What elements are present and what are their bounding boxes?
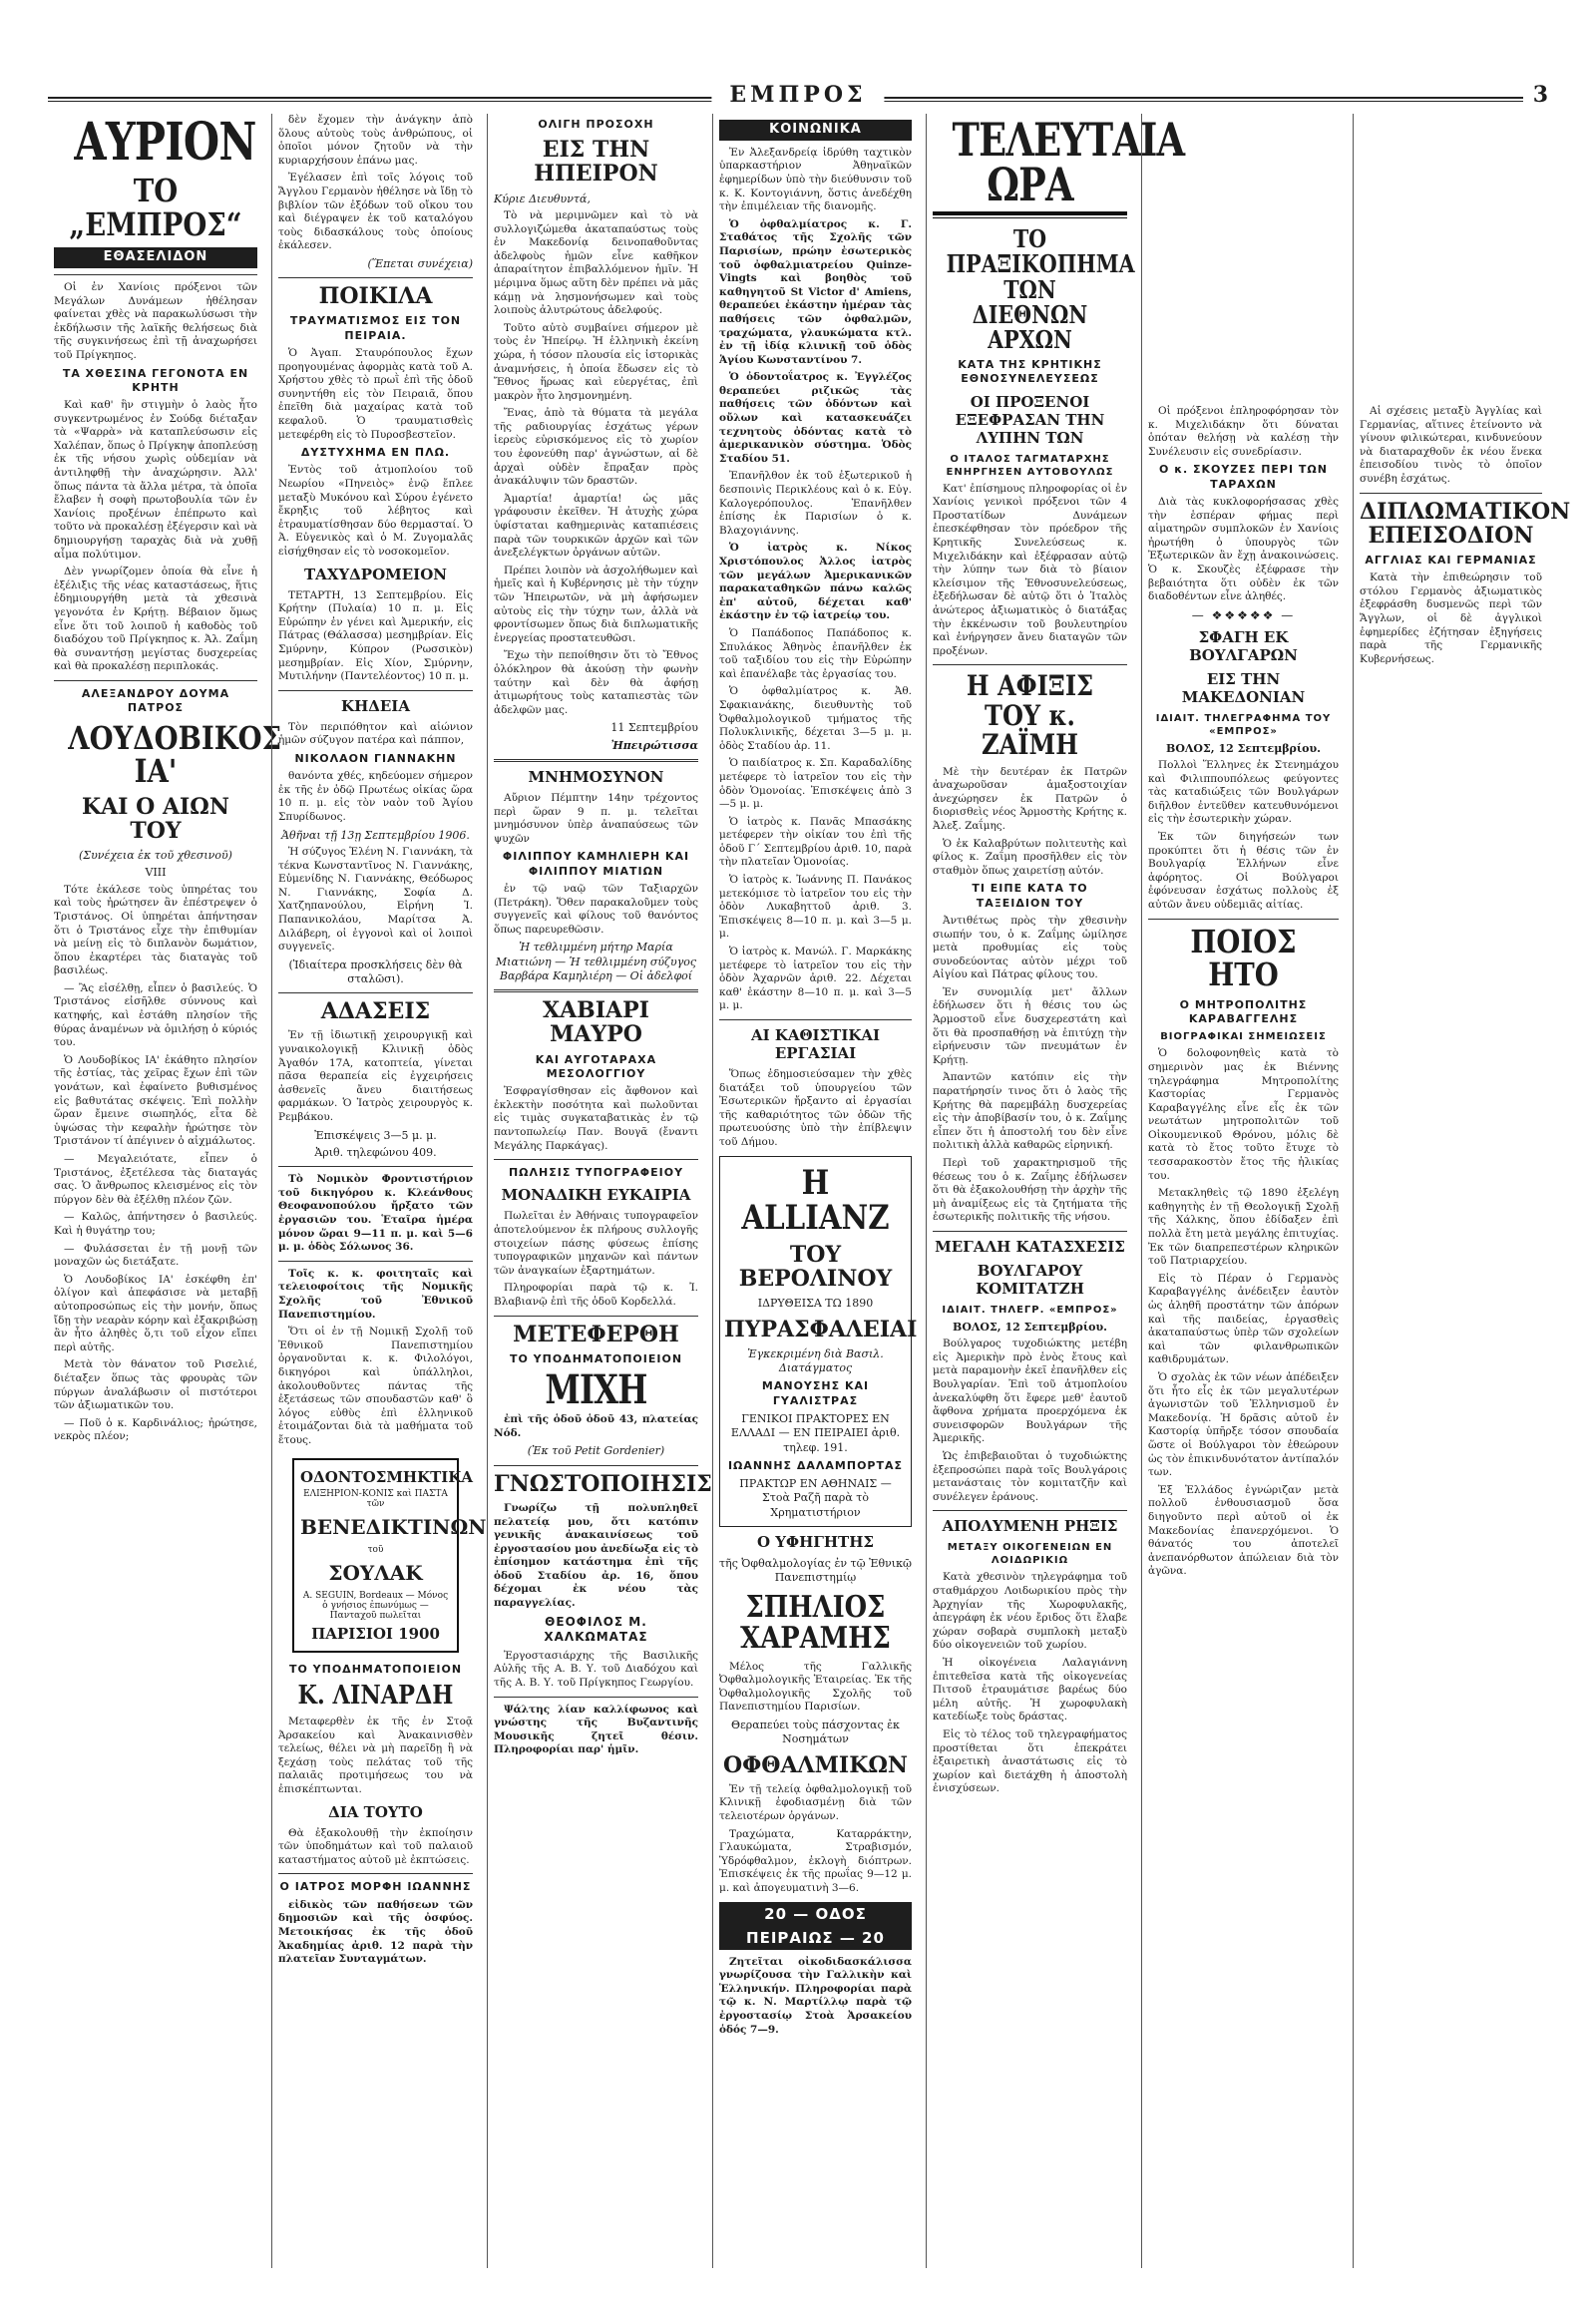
funeral-note: (Ἰδιαίτερα προσκλήσεις δὲν θὰ σταλῶσι). — [288, 958, 463, 985]
notice-paragraph: Τοῖς κ. κ. φοιτηταῖς καὶ τελειοφοίτοις τῆς Νομικῆς Σχολῆς τοῦ Ἐθνικοῦ Πανεπιστημίου. — [278, 1267, 473, 1321]
article-paragraph: Ἀμαρτία! ἀμαρτία! ὡς μᾶς γράφουσιν ἐκεῖθεν. Ἡ ἀτυχὴς χώρα ὑφίσταται καθημερινὰς καταπιέσεις παρὰ τῶν τουρκικῶν ἀρχῶν καὶ τῶν ἀνεξελέγκτων ὀργάνων αὐτῶν. — [494, 492, 698, 560]
divider — [1148, 919, 1339, 920]
divider — [54, 680, 257, 681]
side-heading: ΤΑ ΧΘΕΣΙΝΑ ΓΕΓΟΝΟΤΑ ΕΝ ΚΡΗΤΗ — [62, 366, 249, 394]
article-paragraph: Ἔχω τὴν πεποίθησιν ὅτι τὸ Ἔθνος ὁλόκληρον θὰ ἀκούσῃ τὴν φωνὴν ταύτην καὶ δὲν θὰ ἀφήσῃ ἀτιμωρήτους τοὺς καταπιεστὰς τῶν ἀδελφῶν μας. — [494, 649, 698, 716]
ad-line: ΠΑΡΙΣΙΟΙ 1900 — [311, 1624, 440, 1643]
insurer-name: Η ALLIANZ — [741, 1162, 890, 1239]
article-paragraph: Μετὰ τὸν θάνατον τοῦ Ρισελιέ, διέταξεν ὅπως τὰς φρουρὰς τῶν πύργων ἀναλάβωσιν οἱ πιστότεροι τῶν ἀξιωματικῶν του. — [54, 1358, 257, 1412]
article-paragraph: Τὸ νὰ μεριμνῶμεν καὶ τὸ νὰ συλλογιζώμεθα ἀκαταπαύστως τοὺς ἐν Μακεδονίᾳ δεινοπαθοῦντας ἀδελφοὺς ἡμῶν εἶνε καθῆκον ἀπαραίτητον ἐπιβαλλόμενον ἡμῖν. Ἡ μέριμνα ὅμως αὕτη δὲν πρέπει νὰ μᾶς κάμῃ νὰ λησμονήσωμεν καὶ τοὺς λοιποὺς ἀλυτρώτους ἀδελφούς. — [494, 208, 698, 317]
telegram-kicker: ΙΔΙΑΙΤ. ΤΗΛΕΓΡ. «ΕΜΠΡΟΣ» — [942, 1304, 1118, 1316]
divider — [1360, 493, 1542, 494]
notice-paragraph: Γνωρίζω τῇ πολυπληθεῖ πελατείᾳ μου, ὅτι κατόπιν γενικῆς ἀνακαινίσεως τοῦ ἐργοστασίου μου ἀνεδίωξα εἰς τὸ ἐπίσημον κατάστημα ἐπὶ τῆς ὁδοῦ Σταδίου ἀρ. 16, ὅπου δέχομαι ἐκ νέου τὰς παραγγελίας. — [494, 1501, 698, 1610]
news-kicker: ΔΥΣΤΥΧΗΜΑ ΕΝ ΠΛΩ. — [300, 446, 451, 460]
column-7 — [1353, 114, 1571, 2268]
article-paragraph: Ἀντιθέτως πρὸς τὴν χθεσινὴν σιωπήν του, ὁ κ. Ζαΐμης ὡμίλησε μετὰ προθυμίας εἰς τοὺς συνοδεύοντας αὐτὸν μέχρι τοῦ Αἰγίου καὶ Πάτρας φίλους του. — [933, 914, 1127, 981]
dateline: ΒΟΛΟΣ, 12 Σεπτεμβρίου. — [1166, 741, 1321, 755]
article-paragraph: Οἱ ἐν Χανίοις πρόξενοι τῶν Μεγάλων Δυνάμεων ἠθέλησαν φαίνεται χθὲς νὰ παρακωλύσωσι τὴν ἐκδήλωσιν τῆς λαϊκῆς θελήσεως διὰ τῆς συγκινήσεως ἐπὶ τῇ ἀναχωρήσει τοῦ Πρίγκηπος. — [54, 280, 257, 361]
article-paragraph: Ὁ ὀφθαλμίατρος κ. Ἀθ. Σφακιανάκης, διευθυντὴς τοῦ Ὀφθαλμολογικοῦ τμήματος τῆς Πολυκλινικῆς, δέχεται 3—5 μ. μ. ὁδὸς Σταδίου ἀρ. 11. — [719, 685, 912, 752]
letter-salutation: Κύριε Διευθυντά, — [494, 192, 591, 205]
serial-title: ΛΟΥΔΟΒΙΚΟΣ ΙΑ' — [68, 718, 282, 791]
article-paragraph: Ὁ ἰατρὸς κ. Μανώλ. Γ. Μαρκάκης μετέφερε τὸ ἰατρεῖον του εἰς τὴν ὁδὸν Ἀχαρνῶν ἀριθ. 22. Δέχεται καθ' ἑκάστην 8—10 π. μ. καὶ 3—5 μ. μ. — [719, 946, 912, 1012]
insurance-advertisement — [719, 1156, 918, 1528]
article-paragraph: Ὁ ἰατρὸς κ. Ἰωάννης Π. Πανάκος μετεκόμισε τὸ ἰατρεῖον του εἰς τὴν ὁδὸν Λυκαβηττοῦ ἀριθ. 3. Ἐπισκέψεις 8—10 π. μ. καὶ 3—5 μ. μ. — [719, 874, 912, 941]
article-paragraph: Ἐκ τῶν διηγήσεών των προκύπτει ὅτι ἡ θέσις τῶν ἐν Βουλγαρίᾳ Ἑλλήνων εἶνε ἀφόρητος. Οἱ Βούλγαροι ἐφόνευσαν ἐσχάτως πολλοὺς ἐξ αὐτῶν ἄνευ οὐδεμιᾶς αἰτίας. — [1148, 830, 1339, 911]
article-paragraph: Ὁ ἐκ Καλαβρύτων πολιτευτὴς καὶ φίλος κ. Ζαΐμη προσῆλθεν εἰς τὸν σταθμὸν ὅπως χαιρετίσῃ αὐτόν. — [933, 837, 1127, 877]
article-paragraph: Ἐν τῇ ἰδιωτικῇ χειρουργικῇ καὶ γυναικολογικῇ Κλινικῇ ὁδὸς Ἀγαθόν 17Α, κατοπτεία, γίνεται πᾶσα θεραπεία εἰς ἐγχειρήσεις ἀσθενεῖς ἄνευ διαιτήσεως φαρμάκων. Ὁ Ἰατρὸς χειρουργὸς κ. Ρεμβάκου. — [278, 1029, 473, 1124]
article-paragraph: Ὁ σχολὰς ἐκ τῶν νέων ἀπέδειξεν ὅτι ἦτο εἷς ἐκ τῶν μεγαλυτέρων ἀγωνιστῶν τοῦ Ἑλληνισμοῦ ἐν Μακεδονίᾳ. Ἡ δρᾶσις αὐτοῦ ἐν Καστορίᾳ ὑπῆρξε τόσον σπουδαία ὥστε οἱ Βούλγαροι τὸν ἐθεώρουν ὡς τὸν ἐπικινδυνότατον ἀντίπαλόν των. — [1148, 1370, 1339, 1479]
notice-paragraph: Ὁ ὀφθαλμίατρος κ. Γ. Σταθάτος τῆς Σχολῆς τῶν Παρισίων, πρώην ἐσωτερικὸς τοῦ ὀφθαλμιατρείου Quinze-Vingts καὶ βοηθὸς τοῦ καθηγητοῦ St Victor d' Amiens, θεραπεύει ἐκάστην ἡμέραν τὰς παθήσεις τῶν ὀφθαλμῶν, τραχώματα, γλαυκώματα κτλ. ἐν τῇ ἰδίᾳ κλινικῇ τοῦ ὁδὸς Ἁγίου Κωνσταντίνου 7. — [719, 217, 912, 366]
divider — [54, 274, 257, 275]
divider — [933, 217, 1127, 218]
ad-line: τοῦ — [367, 1544, 384, 1555]
article-paragraph: — Φυλάσσεται ἐν τῇ μονῇ τῶν μοναχῶν ὡς διετάξατε. — [54, 1242, 257, 1269]
doctor-specialty: ΟΦΘΑΛΜΙΚΩΝ — [722, 1751, 909, 1778]
headline-diplomatic: ΔΙΠΛΩΜΑΤΙΚΟΝ ΕΠΕΙΣΟΔΙΟΝ — [1360, 498, 1571, 549]
shop-kicker: ΤΟ ΥΠΟΔΗΜΑΤΟΠΟΙΕΙΟΝ — [288, 1662, 463, 1676]
article-paragraph: — Ἂς εἰσέλθῃ, εἶπεν ὁ βασιλεύς. Ὁ Τριστάνος εἰσῆλθε σύννους καὶ κατηφής, καὶ ἐστάθη πλησίον τῆς θύρας ἀναμένων νὰ ὁμιλήσῃ ὁ κύριός του. — [54, 981, 257, 1049]
subheadline: ΤΙ ΕΙΠΕ ΚΑΤΑ ΤΟ ΤΑΞΕΙΔΙΟΝ ΤΟΥ — [972, 882, 1088, 910]
article-paragraph: Διὰ τὰς κυκλοφορήσασας χθὲς τὴν ἑσπέραν φήμας περὶ αἱματηρῶν συμπλοκῶν ἐν Χανίοις ἠρωτήθη ὁ ὑπουργὸς τῶν Ἐξωτερικῶν ἂν ἔχῃ ἀνακοινώσεις. Ὁ κ. Σκουζὲς ἐξέφρασε τὴν βεβαιότητα ὅτι οὐδὲν ἐκ τῶν διαδοθέντων εἶνε ἀληθές. — [1148, 495, 1339, 603]
column-1 — [48, 112, 282, 2268]
article-paragraph: — Μεγαλειότατε, εἶπεν ὁ Τριστάνος, ἐξετέλεσα τὰς διαταγάς σας. Ὁ ἄνθρωπος κλεισμένος εἰς τὸν πύργον δὲν θὰ ἐξέλθῃ πλέον ζῶν. — [54, 1153, 257, 1206]
ad-line: ΟΔΟΝΤΟΣΜΗΚΤΙΚΑ — [300, 1467, 473, 1486]
letter-date: 11 Σεπτεμβρίου — [610, 721, 698, 735]
shop-name: Κ. ΛΙΝΑΡΔΗ — [297, 1680, 454, 1711]
subheadline: ΜΕΤΑΞΥ ΟΙΚΟΓΕΝΕΙΩΝ ΕΝ ΛΟΙΔΩΡΙΚΙΩ — [947, 1542, 1113, 1567]
section-heading-cleaning: ΑΙ ΚΑΘΙΣΤΙΚΑΙ ΕΡΓΑΣΙΑΙ — [750, 1026, 881, 1063]
article-paragraph: Τὸν περιπόθητον καὶ αἰώνιον ἡμῶν σύζυγον πατέρα καὶ πάππον, — [278, 720, 473, 747]
divider — [278, 1873, 473, 1874]
notice-paragraph: ἐπὶ τῆς ὁδοῦ ὁδοῦ 43, πλατείας Νόδ. — [494, 1413, 698, 1439]
headline-arrival: Η ΑΦΙΞΙΣ ΤΟΥ κ. ΖΑΪΜΗ — [966, 669, 1094, 762]
divider — [278, 992, 473, 993]
section-heading-poikila: ΠΟΙΚΙΛΑ — [318, 283, 433, 310]
agent-details: ΠΡΑΚΤΩΡ ΕΝ ΑΘΗΝΑΙΣ — Στοὰ Ραζῆ παρὰ τὸ Χρηματιστήριον — [739, 1477, 892, 1519]
article-kicker: ΟΛΙΓΗ ΠΡΟΣΟΧΗ — [538, 118, 654, 131]
divider — [494, 759, 698, 762]
article-paragraph: ἐν τῷ ναῷ τῶν Ταξιαρχῶν (Πετράκη). Ὅθεν παρακαλοῦμεν τοὺς συγγενεῖς καὶ φίλους τοῦ θανόντος ὅπως παρευρεθῶσιν. — [494, 882, 698, 936]
divider — [933, 211, 1127, 215]
source-note: (Ἐκ τοῦ Petit Gordenier) — [527, 1444, 665, 1458]
agent-details: ΓΕΝΙΚΟΙ ΠΡΑΚΤΟΡΕΣ ΕΝ ΕΛΛΑΔΙ — ΕΝ ΠΕΙΡΑΙΕΙ ἀριθ. τηλεφ. 191. — [730, 1412, 901, 1454]
article-paragraph: Ἐργοστασιάρχης τῆς Βασιλικῆς Αὐλῆς τῆς Α. Β. Υ. τοῦ Διαδόχου καὶ τῆς Α. Β. Υ. τοῦ Πρίγκηπος Γεωργίου. — [494, 1649, 698, 1690]
notice-paragraph: Ζητεῖται οἰκοδιδασκάλισσα γνωρίζουσα τὴν Γαλλικὴν καὶ Ἑλληνικήν. Πληροφορίαι παρὰ τῷ κ. Ν. Μαρτίλλῳ παρὰ τῷ ἐργοστασίῳ Στοὰ Ἀρσακείου ὁδός 7—9. — [719, 1955, 912, 2036]
subheadline: Ο ΜΗΤΡΟΠΟΛΙΤΗΣ ΚΑΡΑΒΑΓΓΕΛΗΣ — [1179, 997, 1308, 1026]
headline-who-was: ΠΟΙΟΣ ΗΤΟ — [1190, 922, 1297, 994]
article-paragraph: Ὁ ἰατρὸς κ. Πανᾶς Μπασάκης μετέφερεν τὴν οἰκίαν του ἐπὶ τῆς ὁδοῦ Γ΄ Σεπτεμβρίου ἀριθ. 10, παρὰ τὴν πλατεῖαν Ὁμονοίας. — [719, 815, 912, 869]
news-kicker: ΤΡΑΥΜΑΤΙΣΜΟΣ ΕΙΣ ΤΟΝ ΠΕΙΡΑΙΑ. — [289, 314, 462, 342]
insurer-founded: ΙΔΡΥΘΕΙΣΑ ΤΩ 1890 — [757, 1297, 874, 1311]
article-paragraph: Τοῦτο αὐτὸ συμβαίνει σήμερον μὲ τοὺς ἐν Ἠπείρῳ. Ἡ ἑλληνικὴ ἐκείνη χώρα, ἡ τόσον πλουσία εἰς ἱστορικὰς ἀναμνήσεις, ἡ ὁποία ἔδωσεν εἰς τὸ Ἔθνος ἥρωας καὶ εὐεργέτας, ἐπὶ μακρὸν ἦτο λησμονημένη. — [494, 321, 698, 402]
column-3 — [487, 114, 712, 2268]
headline-to-empros: ΤΟ „ΕΜΠΡΟΣ“ — [69, 171, 242, 243]
column-2 — [271, 114, 487, 2268]
article-paragraph: Καὶ καθ' ἣν στιγμὴν ὁ λαὸς ἦτο συγκεντρωμένος ἐν Σούδᾳ διέταξαν τὰ «Ψαρρὰ» νὰ καταπλεύσωσιν εἰς Χαλέπαν, ὅπως ὁ Πρίγκηψ ἀποπλεύσῃ ἐκ τῆς νήσου χωρὶς οὐδεμίαν νὰ ἀντιληφθῇ τὴν ἀναχώρησιν. Ἀλλ' ὅπως πάντα τὰ ἄλλα μέτρα, τὰ ὁποῖα ἔλαβεν ἡ σοφὴ πρωτοβουλία τῶν ἐν Χανίοις προξένων ἐπέπρωτο καὶ τοῦτο νὰ προκαλέσῃ ἐξέγερσιν καὶ νὰ δημιουργήσῃ ταραχὰς διὰ νὰ χυθῇ αἷμα πολύτιμον. — [54, 399, 257, 561]
ad-line: ΒΕΝΕΔΙΚΤΙΝΩΝ — [300, 1514, 487, 1539]
headline-spacer — [1148, 114, 1339, 405]
article-paragraph: Δὲν γνωρίζομεν ὁποία θὰ εἶνε ἡ ἐξέλιξις τῆς νέας καταστάσεως, ἥτις ἐδημιουργήθη μετὰ τὰ χθεσινὰ γεγονότα ἐν Κρήτῃ. Βέβαιον ὅμως εἶνε ὅτι τοῦ λοιποῦ ἡ καθοδὸς τοῦ διαδόχου τοῦ Πρίγκηπος κ. Ἀλ. Ζαΐμη θὰ συναντήσῃ μεγίστας δυσχερείας καὶ θὰ προκαλέσῃ περιπλοκάς. — [54, 566, 257, 673]
notice-paragraph: Ὁ ἰατρὸς κ. Νίκος Χριστόπουλος Ἀλλος ἰατρὸς τῶν μεγάλων Ἀμερικανικῶν παρακαταθηκῶν πάνω καλῶς ἐπ' αὐτοῦ, δέχεται καθ' ἑκάστην ἐν τῷ ἰατρείῳ του. — [719, 542, 912, 622]
article-paragraph: Ὅπως ἐδημοσιεύσαμεν τὴν χθὲς διατάξει τοῦ ὑπουργείου τῶν Ἐσωτερικῶν ἤρξαντο αἱ ἐργασίαι τῆς καθαριότητος τῶν ὁδῶν τῆς πρωτευούσης ὑπὸ τὴν ἐπίβλεψιν τοῦ Δήμου. — [719, 1068, 912, 1148]
funeral-date: Ἀθῆναι τῇ 13ῃ Σεπτεμβρίου 1906. — [281, 828, 470, 842]
article-paragraph: Πληροφορίαι παρὰ τῷ κ. Ἰ. Βλαβιανῷ ἐπὶ τῆς ὁδοῦ Κορδελλά. — [494, 1282, 698, 1308]
article-paragraph: θανόντα χθές, κηδεύομεν σήμερον ἐκ τῆς ἐν ὁδῷ Πρωτέως οἰκίας ὥρα 10 π. μ. εἰς τὸν ναὸν τοῦ Ἁγίου Σπυρίδωνος. — [278, 770, 473, 824]
divider — [933, 1231, 1127, 1232]
article-paragraph: Ὁ Λουδοβίκος ΙΑ' ἐκάθητο πλησίον τῆς ἑστίας, τὰς χεῖρας ἔχων ἐπὶ τῶν γονάτων, καὶ ἐφαίνετο βυθισμένος εἰς βαθυτάτας σκέψεις. Ἐπὶ πολλὴν ὥραν ἔμεινε σιωπηλός, εἶτα δὲ ὑψώσας τὴν κεφαλὴν ἠρώτησε τὸν Τριστάνον τί ἀπέγινεν ὁ αἰχμάλωτος. — [54, 1053, 257, 1148]
ad-headline: ΜΕΤΕΦΕΡΘΗ — [513, 1321, 679, 1347]
article-paragraph: ΤΕΤΑΡΤΗ, 13 Σεπτεμβρίου. Εἰς Κρήτην (Πυλαία) 10 π. μ. Εἰς Εὐρώπην ἐν γένει καὶ Ἀμερικήν, εἰς Πάτρας (Θάλασσα) μεσημβρίαν. Εἰς Σμύρνην, Κύπρον (Ρωσσικὸν) μεσημβρίαν. Εἰς Χίον, Σμύρνην, Μυτιλήνην (Παντελέοντος) 10 π. μ. — [278, 588, 473, 683]
divider — [494, 1465, 698, 1466]
doctor-affiliation: τῆς Ὀφθαλμολογίας ἐν τῷ Ἐθνικῷ Πανεπιστημίῳ — [719, 1557, 912, 1585]
ad-subheadline: ΚΑΙ ΑΥΓΟΤΑΡΑΧΑ ΜΕΣΟΛΟΓΓΙΟΥ — [535, 1052, 657, 1080]
article-paragraph: Ἀπαντῶν κατόπιν εἰς τὴν παρατήρησίν τινος ὅτι ὁ λαὸς τῆς Κρήτης θὰ παρεμβάλῃ δυσχερείας εἰς τὴν ἀποβίβασίν του, ὁ κ. Ζαΐμης εἶπεν ὅτι ἡ ἀποστολή του δὲν εἶνε πολιτικὴ ἀλλὰ καθαρῶς εἰρηνική. — [933, 1071, 1127, 1152]
article-paragraph: Ἐν Ἀλεξανδρείᾳ ἱδρύθη ταχτικὸν ὑπαρκαστήριον Ἀθηναϊκῶν ἐφημερίδων ὑπὸ τὴν διεύθυνσιν τοῦ κ. Κ. Κοντογιάννη, ὅστις ἀνεδέχθη τὴν ἐπιμέλειαν τῆς διανομῆς. — [719, 146, 912, 213]
doctor-kicker: Ο ΥΦΗΓΗΤΗΣ — [757, 1533, 874, 1552]
article-paragraph: Ἐπανῆλθον ἐκ τοῦ ἐξωτερικοῦ ἡ δεσποινὶς Περικλέους καὶ ὁ κ. Εὐγ. Καλογερόπουλος. Ἐπανῆλθεν ἐπίσης ἐκ Παρισίων ὁ κ. Βλαχογιάννης. — [719, 470, 912, 537]
letter-signature: Ἠπειρώτισσα — [610, 738, 698, 752]
article-paragraph: Ἡ οἰκογένεια Λαλαγιάννη ἐπιτεθεῖσα κατὰ τῆς οἰκογενείας Πιτσοῦ ἐτραυμάτισε βαρέως δύο μέλη αὐτῆς. Ἡ χωροφυλακὴ κατεδίωξε τοὺς δράστας. — [933, 1656, 1127, 1724]
deceased-name: ΝΙΚΟΛΑΟΝ ΓΙΑΝΝΑΚΗΝ — [294, 751, 457, 765]
divider — [278, 1166, 473, 1167]
notice-paragraph: εἰδικὸς τῶν παθήσεων τῶν δημοσιῶν καὶ τῆς ὀσφύος. Μετοικήσας ἐκ τῆς ὁδοῦ Ἀκαδημίας ἀριθ. 12 παρὰ τὴν πλατεῖαν Συνταγμάτων. — [278, 1898, 473, 1966]
headline-spacer — [1360, 114, 1542, 405]
notice-paragraph: Τὸ Νομικὸν Φροντιστήριον τοῦ δικηγόρου κ. Κλεάνθους Θεοφανοπούλου ἤρξατο τῶν ἐργασιῶν του. Ἑταῖρα ἡμέρα μόνον ὥραι 9—11 π. μ. καὶ 5—6 μ. μ. ὁδὸς Σόλωνος 36. — [278, 1173, 473, 1254]
article-paragraph: Κατὰ τὴν ἐπιθεώρησιν τοῦ στόλου Γερμανὸς ἀξιωματικὸς ἐξεφράσθη δυσμενῶς περὶ τῶν Ἄγγλων, οἱ δὲ ἀγγλικοὶ ἐφημερίδες ἐζήτησαν ἐξηγήσεις παρὰ τῆς Γερμανικῆς Κυβερνήσεως. — [1360, 572, 1542, 665]
headline-coup: ΤΟ ΠΡΑΞΙΚΟΠΗΜΑ ΤΩΝ ΔΙΕΘΝΩΝ ΑΡΧΩΝ — [946, 224, 1135, 354]
ad-headline: ΧΑΒΙΑΡΙ ΜΑΥΡΟ — [543, 997, 649, 1048]
doctor-service: Θεραπεύει τοὺς πάσχοντας ἐκ Νοσημάτων — [731, 1719, 900, 1746]
headline-seizure-sub: ΒΟΥΛΓΑΡΟΥ ΚΟΜΙΤΑΤΖΗ — [976, 1261, 1084, 1298]
headline-massacre: ΣΦΑΓΗ ΕΚ ΒΟΥΛΓΑΡΩΝ — [1189, 627, 1298, 664]
doctor-name: Ο ΙΑΤΡΟΣ ΜΟΡΦΗ ΙΩΑΝΝΗΣ — [279, 1880, 472, 1894]
masthead-title: ΕΜΠΡΟΣ — [711, 82, 884, 108]
divider — [719, 1019, 912, 1020]
section-heading-post: ΤΑΧΥΔΡΟΜΕΙΟΝ — [304, 565, 447, 583]
article-paragraph: Κατ' ἐπίσημους πληροφορίας οἱ ἐν Χανίοις γενικοὶ πρόξενοι τῶν 4 Προστατίδων Δυνάμεων ἐπεσκέφθησαν τὸν πρόεδρον τῆς Κρητικῆς Συνελεύσεως κ. Μιχελιδάκην καὶ ἐξέφρασαν αὐτῷ τὴν λύπην των διὰ τὸ βίαιον κλείσιμον τῆς Ἐθνοσυνελεύσεως, ἐξεδήλωσαν δὲ αὐτῷ ὅτι ὁ Ἰταλὸς ἀνώτερος ἀξιωματικὸς ὁ διατάξας τὴν ἐκκένωσιν τοῦ βουλευτηρίου καὶ ἐνήργησεν ἄνευ διαταγῶν τῶν προξένων. — [933, 482, 1127, 657]
notice-paragraph: Ὁ ὀδοντοΐατρος κ. Ἐγγλέζος θεραπεύει ριζικῶς τὰς παθήσεις τῶν ὀδόντων καὶ οὔλων καὶ κατασκευάζει τεχνητοὺς ὀδόντας κατὰ τὸ ἀμερικανικὸν σύστημα. Ὁδὸς Σταδίου 51. — [719, 371, 912, 465]
ornament-divider: — ❖❖❖❖❖ — — [1191, 607, 1296, 622]
article-paragraph: Μεταφερθὲν ἐκ τῆς ἐν Στοᾷ Ἀρσακείου καὶ Ἀνακαινισθὲν τελείως, θέλει νὰ μὴ παρεῖδῃ ἢ νὰ ξεχάσῃ τοὺς πελάτας τοῦ τῆς παλαιᾶς προτιμήσεως του νὰ ἐπισκέπτωνται. — [278, 1716, 473, 1796]
article-paragraph: Ὁ Παπάδοπος Παπάδοπος κ. Σπυλάκος Ἀθηνὸς ἐπανῆλθεν ἐκ τοῦ ταξιδίου του εἰς τὴν Εὐρώπην καὶ ἐπανέλαβε τὰς ἐργασίας του. — [719, 626, 912, 680]
masthead — [48, 82, 1548, 106]
article-paragraph: — Καλῶς, ἀπήντησεν ὁ βασιλεύς. Καὶ ἡ θυγάτηρ του; — [54, 1211, 257, 1237]
divider — [494, 1159, 698, 1160]
headline-tomorrow: ΑΥΡΙΟΝ — [74, 112, 256, 173]
memorial-names: ΦΙΛΙΠΠΟΥ ΚΑΜΗΛΙΕΡΗ ΚΑΙ ΦΙΛΙΠΠΟΥ ΜΙΑΤΙΩΝ — [502, 850, 690, 878]
banner-pages: ΕΘΑΣΕΛΙΔΟΝ — [54, 247, 257, 268]
divider — [278, 277, 473, 278]
newspaper-page — [48, 112, 1571, 2268]
clinic-phone: Ἀριθ. τηλεφώνου 409. — [314, 1145, 437, 1159]
section-heading-clinic: ΑΔΑΣΕΙΣ — [320, 998, 431, 1025]
article-paragraph: Ὡς ἐπιβεβαιοῦται ὁ τυχοδιώκτης ἐξεπροσώπει παρὰ τοῖς Βουλγάροις μετανάσταις τὸν κομιτατζῆν καὶ συνέλεγεν ἐράνους. — [933, 1450, 1127, 1503]
notice-paragraph: Ψάλτης λίαν καλλίφωνος καὶ γνώστης τῆς Βυζαντινῆς Μουσικῆς ζητεῖ θέσιν. Πληροφορίαι παρ' ἡμῖν. — [494, 1703, 698, 1756]
article-paragraph: Μέλος τῆς Γαλλικῆς Ὀφθαλμολογικῆς Ἑταιρείας. Ἐκ τῆς Ὀφθαλμολογικῆς Σχολῆς τοῦ Πανεπιστημίου Παρισίων. — [719, 1660, 912, 1714]
agent-name: ΙΩΑΝΝΗΣ ΔΑΛΑΜΠΟΡΤΑΣ — [727, 1458, 904, 1472]
page-number: 3 — [1523, 82, 1548, 108]
serial-author: ΑΛΕΞΑΝΔΡΟΥ ΔΟΥΜΑ ΠΑΤΡΟΣ — [81, 686, 230, 715]
divider — [494, 1316, 698, 1317]
headline-seizure: ΜΕΓΑΛΗ ΚΑΤΑΣΧΕΣΙΣ — [935, 1237, 1125, 1256]
ad-line: A. SEGUIN, Bordeaux — Μόνος ὁ γνήσιος ἐπωνύμως — Πανταχοῦ πωλεῖται — [302, 1590, 449, 1621]
article-paragraph: Οἱ πρόξενοι ἐπληροφόρησαν τὸν κ. Μιχελιδάκην ὅτι δύναται ὁπόταν θελήσῃ νὰ καλέσῃ τὴν Συνέλευσιν εἰς συνεδρίασιν. — [1148, 405, 1339, 458]
column-4 — [712, 114, 918, 2268]
doctor-address: 20 — ΟΔΟΣ ΠΕΙΡΑΙΩΣ — 20 — [719, 1902, 912, 1950]
continued-note: (Συνέχεια ἐκ τοῦ χθεσινοῦ) — [79, 849, 232, 863]
article-paragraph: Ἐγέλασεν ἐπὶ τοῖς λόγοις τοῦ Ἄγγλου Γερμανὸν ἠθέλησε νὰ ἴδῃ τὸ βιβλίον τῶν ἐξόδων τοῦ οἴκου του καὶ διέγραψεν ἐκ τοῦ καταλόγου τοὺς διδασκάλους τοὺς ὁποίους ἐκάλεσεν. — [278, 172, 473, 252]
column-6 — [1141, 114, 1345, 2268]
ad-headline: ΓΝΩΣΤΟΠΟΙΗΣΙΣ — [494, 1470, 712, 1497]
clinic-hours: Ἐπισκέψεις 3—5 μ. μ. — [314, 1128, 437, 1142]
divider — [494, 989, 698, 992]
subheadline: ΒΙΟΓΡΑΦΙΚΑΙ ΣΗΜΕΙΩΣΕΙΣ — [1160, 1031, 1327, 1043]
article-paragraph: Εἰς τὸ τέλος τοῦ τηλεγραφήματος προστίθεται ὅτι ἐπεκράτει ἐξαιρετικὴ ἀναστάτωσις εἰς τὸ χωρίον καὶ διετάχθη ἡ ἀποστολὴ ἐνισχύσεων. — [933, 1727, 1127, 1795]
ad-headline: ΜΟΝΑΔΙΚΗ ΕΥΚΑΙΡΙΑ — [501, 1186, 691, 1205]
article-paragraph: Πωλεῖται ἐν Ἀθήναις τυπογραφεῖον ἀποτελούμενον ἐκ πλήρους συλλογῆς στοιχείων πάσης φύσεως ἐπίσης τυπογραφικῶν μηχανῶν καὶ πάντων τῶν ἀναγκαίων ἐξαρτημάτων. — [494, 1210, 698, 1277]
ad-line: ΣΟΥΛΑΚ — [328, 1560, 423, 1585]
article-paragraph: Τραχώματα, Καταρράκτην, Γλαυκώματα, Στραβισμόν, Ὑδρόφθαλμον, ἐκλογὴ διόπτρων. Ἐπισκέψεις ἐκ τῆς πρωΐας 9—12 μ. μ. καὶ ἀπογευματινὴ 3—6. — [719, 1827, 912, 1894]
article-paragraph: Περὶ τοῦ χαρακτηρισμοῦ τῆς θέσεως του ὁ κ. Ζαΐμης ἐδήλωσεν ὅτι θὰ ἐξακολουθήσῃ τὴν ἀρχὴν τῆς μὴ ἀναμίξεως εἰς τὰ ζητήματα τῆς ἐσωτερικῆς πολιτικῆς τῆς νήσου. — [933, 1157, 1127, 1224]
article-paragraph: Μὲ τὴν δευτέραν ἐκ Πατρῶν ἀναχωροῦσαν ἀμαξοστοιχίαν ἀνεχώρησεν ἐκ Πατρῶν ὁ διορισθεὶς νέος Ἁρμοστὴς Κρήτης κ. Ἀλεξ. Ζαΐμης. — [933, 765, 1127, 832]
article-paragraph: Ἐξ Ἑλλάδος ἐγνώριζαν μετὰ πολλοῦ ἐνθουσιασμοῦ ὅσα διηγοῦντο περὶ αὐτοῦ οἱ ἐκ Μακεδονίας ἐπανερχόμενοι. Ὁ θάνατός του ἀποτελεῖ ἀνεπανόρθωτον ἀπώλειαν διὰ τὸν ἀγῶνα. — [1148, 1483, 1339, 1578]
divider — [278, 1261, 473, 1262]
telegram-kicker: ΙΔΙΑΙΤ. ΤΗΛΕΓΡΑΦΗΜΑ ΤΟΥ «ΕΜΠΡΟΣ» — [1155, 712, 1332, 737]
divider — [933, 1510, 1127, 1511]
dateline: ΒΟΛΟΣ, 12 Σεπτεμβρίου. — [953, 1320, 1107, 1334]
divider — [933, 664, 1127, 665]
article-paragraph: Ὅτι οἱ ἐν τῇ Νομικῇ Σχολῇ τοῦ Ἐθνικοῦ Πανεπιστημίου ὀργανοῦνται κ. κ. Φιλολόγοι, δικηγόροι καὶ ὑπάλληλοι, ἀκολουθοῦντες πάντας τῆς ἐξετάσεως τῶν σπουδαστῶν καθ' ὃ λόγος εὐθὺς ἐπὶ ἑλληνικοῦ ἐτοιμάζονται διὰ τὰ μαθήματα τοῦ ἔτους. — [278, 1326, 473, 1446]
article-paragraph: Κατὰ χθεσινὸν τηλεγράφημα τοῦ σταθμάρχου Λοιδωρικίου πρὸς τὴν Ἀρχηγίαν τῆς Χωροφυλακῆς, ἀπεγράφη ἐκ νέου ἔριδος ὅτι ἔλαβε χώραν σοβαρὰ συμπλοκὴ μεταξὺ δύο οἰκογενειῶν τοῦ χωρίου. — [933, 1571, 1127, 1652]
subheadline: Ο κ. ΣΚΟΥΖΕΣ ΠΕΡΙ ΤΩΝ ΤΑΡΑΧΩΝ — [1159, 463, 1328, 491]
article-paragraph: Ἐσφραγίσθησαν εἰς ἄφθονον καὶ ἐκλεκτὴν ποσότητα καὶ πωλοῦνται εἰς τιμὰς συγκαταβατικὰς ἐν τῷ παντοπωλείῳ Παν. Βουγᾶ (ἔναντι Μεγάλης Παρκάγας). — [494, 1085, 698, 1152]
section-heading-social: ΚΟΙΝΩΝΙΚΑ — [719, 120, 912, 141]
insurance-type: ΠΥΡΑΣΦΑΛΕΙΑΙ — [724, 1316, 918, 1342]
article-headline: ΕΙΣ ΤΗΝ ΗΠΕΙΡΟΝ — [534, 137, 658, 188]
article-paragraph: Ὁ Λουδοβίκος ΙΑ' ἐσκέφθη ἐπ' ὀλίγον καὶ ἀπεφάσισε νὰ μεταβῇ αὐτοπροσώπως εἰς τὴν μονήν, ὅπως ἴδῃ τὴν νεαρὰν κόρην καὶ ἐξακριβώσῃ ἂν ἦτο ἀληθὲς ὅ,τι τοῦ εἶχον εἴπει περὶ αὐτῆς. — [54, 1273, 257, 1353]
article-paragraph: Πρέπει λοιπὸν νὰ ἀσχολήθωμεν καὶ ἡμεῖς καὶ ἡ Κυβέρνησις μὲ τὴν τύχην τῶν Ἠπειρωτῶν, νὰ μὴ ἀφήσωμεν αὐτοὺς εἰς τὴν τύχην των, ἀλλὰ νὰ φροντίσωμεν ὅπως διὰ διπλωματικῆς ἐνεργείας προστατευθῶσι. — [494, 564, 698, 644]
article-paragraph: Ἡ σύζυγος Ἑλένη Ν. Γιαννάκη, τὰ τέκνα Κωνσταντῖνος Ν. Γιαννάκης, Εὐμενίδης Ν. Γιαννάκης, Θεόδωρος Ν. Γιαννάκης, Σοφία Δ. Χατζηπανούλου, Εἰρήνη Ἰ. Παπανικολάου, Μαρίτσα Ἀ. Διλάβερη, οἱ ἐγγονοὶ καὶ οἱ λοιποὶ συγγενεῖς. — [278, 845, 473, 954]
insurer-city: ΤΟΥ ΒΕΡΟΛΙΝΟΥ — [738, 1241, 893, 1293]
article-paragraph: Αἱ σχέσεις μεταξὺ Ἀγγλίας καὶ Γερμανίας, αἵτινες ἐτείνοντο νὰ γίνουν φιλικώτεραι, κινδυνεύουν νὰ διαταραχθοῦν ἐκ νέου ἕνεκα ἐπεισοδίου τινὸς τὸ ὁποῖον συνέβη ἐσχάτως. — [1360, 405, 1542, 485]
article-paragraph: Αὔριον Πέμπτην 14ην τρέχοντος περὶ ὥραν 9 π. μ. τελεῖται μνημόσυνον ὑπὲρ ἀναπαύσεως τῶν ψυχῶν — [494, 791, 698, 845]
article-paragraph: Ὁ δολοφονηθεὶς κατὰ τὸ σημερινὸν μας ἐκ Βιέννης τηλεγράφημα Μητροπολίτης Καστορίας Γερμανὸς Καραβαγγέλης εἶνε εἷς ἐκ τῶν νεωτάτων μητροπολιτῶν τοῦ Οἰκουμενικοῦ Θρόνου, μόλις δὲ κατὰ τὸ ἔτος τοῦτο ἔτυχε τὸ τεσσαρακοστὸν ἔτος τῆς ἡλικίας του. — [1148, 1047, 1339, 1182]
ad-line: ΕΛΙΞΗΡΙΟΝ-ΚΟΝΙΣ καὶ ΠΑΣΤΑ τῶν — [303, 1488, 448, 1509]
article-paragraph: Εἰς τὸ Πέραν ὁ Γερμανὸς Καραβαγγέλης ἀνέδειξεν ἑαυτὸν ὡς ἀληθῆ προστάτην τῶν ἀπόρων καὶ τῆς παιδείας, ἐργασθεὶς ἀκαταπαύστως ὑπὲρ τῶν σχολείων καὶ τῶν φιλανθρωπικῶν καθιδρυμάτων. — [1148, 1272, 1339, 1366]
advertiser-name: ΘΕΟΦΙΛΟΣ Μ. ΧΑΛΚΩΜΑΤΑΣ — [544, 1614, 648, 1645]
article-paragraph: — Ποῦ ὁ κ. Καρδινάλιος; ἠρώτησε, νεκρὸς πλέον; — [54, 1416, 257, 1443]
ad-kicker: ΤΟ ΥΠΟΔΗΜΑΤΟΠΟΙΕΙΟΝ — [509, 1351, 683, 1365]
memorial-heading: ΜΝΗΜΟΣΥΝΟΝ — [528, 767, 664, 786]
subheadline: ΑΓΓΛΙΑΣ ΚΑΙ ΓΕΡΜΑΝΙΑΣ — [1365, 553, 1537, 567]
article-paragraph: Τότε ἐκάλεσε τοὺς ὑπηρέτας του καὶ τοὺς ἠρώτησεν ἂν ἐπέστρεψεν ὁ Τριστάνος. Οἱ ὑπηρέται ἀπήντησαν ὅτι ὁ Τριστάνος εἶχε τὴν ἐπιθυμίαν νὰ μείνῃ εἰς τὸ διπλανὸν δωμάτιον, ὅπου ἐκαρτέρει τὰς διαταγὰς τοῦ βασιλέως. — [54, 883, 257, 977]
article-paragraph: Ἐν συνομιλίᾳ μετ' ἄλλων ἐδήλωσεν ὅτι ἡ θέσις του ὡς Ἁρμοστοῦ εἶνε δυσχερεστάτη καὶ ὅτι θὰ προσπαθήσῃ νὰ ἐπιτύχῃ τὴν εἰρήνευσιν τῶν πνευμάτων ἐν Κρήτῃ. — [933, 985, 1127, 1066]
article-paragraph: Βούλγαρος τυχοδιώκτης μετέβη εἰς Ἀμερικὴν πρὸ ἑνὸς ἔτους καὶ μετὰ παραμονὴν ἐκεῖ ἐπανῆλθεν εἰς Βουλγαρίαν. Ἐπὶ τοῦ ἀτμοπλοίου ἀνεκαλύφθη ὅτι ἔφερε μεθ' ἑαυτοῦ ἄφθονα χρήματα προερχόμενα ἐκ συνεισφορῶν Βουλγάρων τῆς Ἀμερικῆς. — [933, 1338, 1127, 1445]
toothpaste-advertisement — [292, 1458, 487, 1653]
article-paragraph: Ἐν τῇ τελείᾳ ὀφθαλμολογικῇ τοῦ Κλινικῇ ἐφοδιασμένῃ διὰ τῶν τελειοτέρων ὀργάνων. — [719, 1782, 912, 1823]
subheadline: ΚΑΤΑ ΤΗΣ ΚΡΗΤΙΚΗΣ ΕΘΝΟΣΥΝΕΛΕΥΣΕΩΣ — [958, 358, 1102, 386]
subheadline: Ο ΙΤΑΛΟΣ ΤΑΓΜΑΤΑΡΧΗΣ ΕΝΗΡΓΗΣΕΝ ΑΥΤΟΒΟΥΛΩΣ — [946, 453, 1114, 478]
article-paragraph: Ὁ Ἀγαπ. Σταυρόπουλος ἔχων προηγουμένας ἀφορμὰς κατὰ τοῦ Α. Χρήστου χθὲς τὸ πρωῒ ἐπὶ τῆς ὁδοῦ συνηντήθη εἰς τὸν Πειραιᾶ, ὅπου ἐπεῖθη διὰ μαχαίρας κατὰ τοῦ κεφαλοῦ. Ὁ τραυματισθεὶς μετεφέρθη εἰς τὸ Πυροσβεστεῖον. — [278, 347, 473, 441]
headline-last-hour: ΤΕΛΕΥΤΑΙΑ ΩΡΑ — [952, 113, 1185, 212]
article-paragraph: Μετακληθεὶς τῷ 1890 ἐξελέγη καθηγητὴς ἐν τῇ Θεολογικῇ Σχολῇ τῆς Χάλκης, ὅπου ἐδίδαξεν ἐπὶ πολλὰ ἔτη μετὰ μεγάλης ἐπιτυχίας. Ἐκ τῶν διαπρεπεστέρων κληρικῶν τοῦ Πατριαρχείου. — [1148, 1187, 1339, 1268]
ad-kicker: ΠΩΛΗΣΙΣ ΤΥΠΟΓΡΑΦΕΙΟΥ — [508, 1166, 684, 1180]
article-paragraph: δὲν ἔχομεν τὴν ἀνάγκην ἀπὸ ὅλους αὐτοὺς τοὺς ἀνθρώπους, οἱ ὁποῖοι μόνον ζητοῦν νὰ τὴν κυριαρχήσουν ἐπάνω μας. — [278, 114, 473, 167]
headline-massacre-sub: ΕΙΣ ΤΗΝ ΜΑΚΕΔΟΝΙΑΝ — [1181, 669, 1306, 706]
agent-name: ΜΑΝΟΥΣΗΣ ΚΑΙ ΓΥΑΛΙΣΤΡΑΣ — [761, 1379, 870, 1407]
shop-subhead: ΔΙΑ ΤΟΥΤΟ — [328, 1802, 423, 1821]
chapter-number: VIII — [145, 866, 167, 880]
article-paragraph: Πολλοὶ Ἕλληνες ἐκ Στενημάχου καὶ Φιλιππουπόλεως φεύγοντες τὰς καταδιώξεις τῶν Βουλγάρων διῆλθον ἐντεῦθεν κατευθυνόμενοι εἰς τὴν ἐσωτερικὴν χώραν. — [1148, 759, 1339, 826]
section-heading-funeral: ΚΗΔΕΙΑ — [341, 696, 410, 715]
shop-name: ΜΙΧΗ — [545, 1366, 647, 1414]
subheadline: ΟΙ ΠΡΟΞΕΝΟΙ ΕΞΕΦΡΑΣΑΝ ΤΗΝ ΛΥΠΗΝ ΤΩΝ — [955, 392, 1105, 447]
continued-note: (Ἕπεται συνέχεια) — [367, 256, 473, 270]
doctor-name: ΣΠΗΛΙΟΣ ΧΑΡΑΜΗΣ — [740, 1589, 891, 1657]
serial-subtitle: ΚΑΙ Ο ΑΙΩΝ ΤΟΥ — [81, 793, 230, 844]
article-paragraph: Θὰ ἐξακολουθῇ τὴν ἐκποίησιν τῶν ὑποδημάτων καὶ τοῦ παλαιοῦ καταστήματος αὐτοῦ μὲ ἐκπτώσεις. — [278, 1826, 473, 1866]
memorial-family: Ἡ τεθλιμμένη μήτηρ Μαρία Μιατιώνη — Ἡ τεθλιμμένη σύζυγος Βαρβάρα Καμηλιέρη — Οἱ ἀδελφοί — [495, 941, 697, 982]
insurance-approval: Ἐγκεκριμένη διὰ Βασιλ. Διατάγματος — [747, 1346, 884, 1375]
divider — [494, 1697, 698, 1698]
divider — [278, 690, 473, 691]
column-5 — [926, 113, 1185, 2268]
article-paragraph: Ὁ παιδίατρος κ. Σπ. Καραδαλίδης μετέφερε τὸ ἰατρεῖον του εἰς τὴν ὁδὸν Ὁμονοίας. Ἐπισκέψεις ἀπὸ 3—5 μ. μ. — [719, 757, 912, 811]
article-paragraph: Ἔνας, ἀπὸ τὰ θύματα τὰ μεγάλα τῆς ραδιουργίας ἐσχάτως γέρων ἱερεὺς εὑρισκόμενος εἰς τὸ χωρίον του ἐφονεύθη παρ' ἀγνώστων, αἱ δὲ ἀρχαὶ οὐδὲν ἔπραξαν πρὸς ἀνακάλυψιν τῶν δραστῶν. — [494, 407, 698, 488]
headline-rupture: ΑΠΟΛΥΜΕΝΗ ΡΗΞΙΣ — [942, 1517, 1118, 1536]
article-paragraph: Ἐντὸς τοῦ ἀτμοπλοίου τοῦ Νεωρίου «Πηνειὸς» ἐνῷ ἔπλεε μεταξὺ Μυκόνου καὶ Σύρου ἐγένετο ἔκρηξις τοῦ λέβητος καὶ ἐτραυματίσθησαν δύο θερμασταί. Ὁ Ἀ. Εὐγενικὸς καὶ ὁ Μ. Ζυγομαλᾶς εἰσήχθησαν εἰς τὸ νοσοκομεῖον. — [278, 464, 473, 559]
